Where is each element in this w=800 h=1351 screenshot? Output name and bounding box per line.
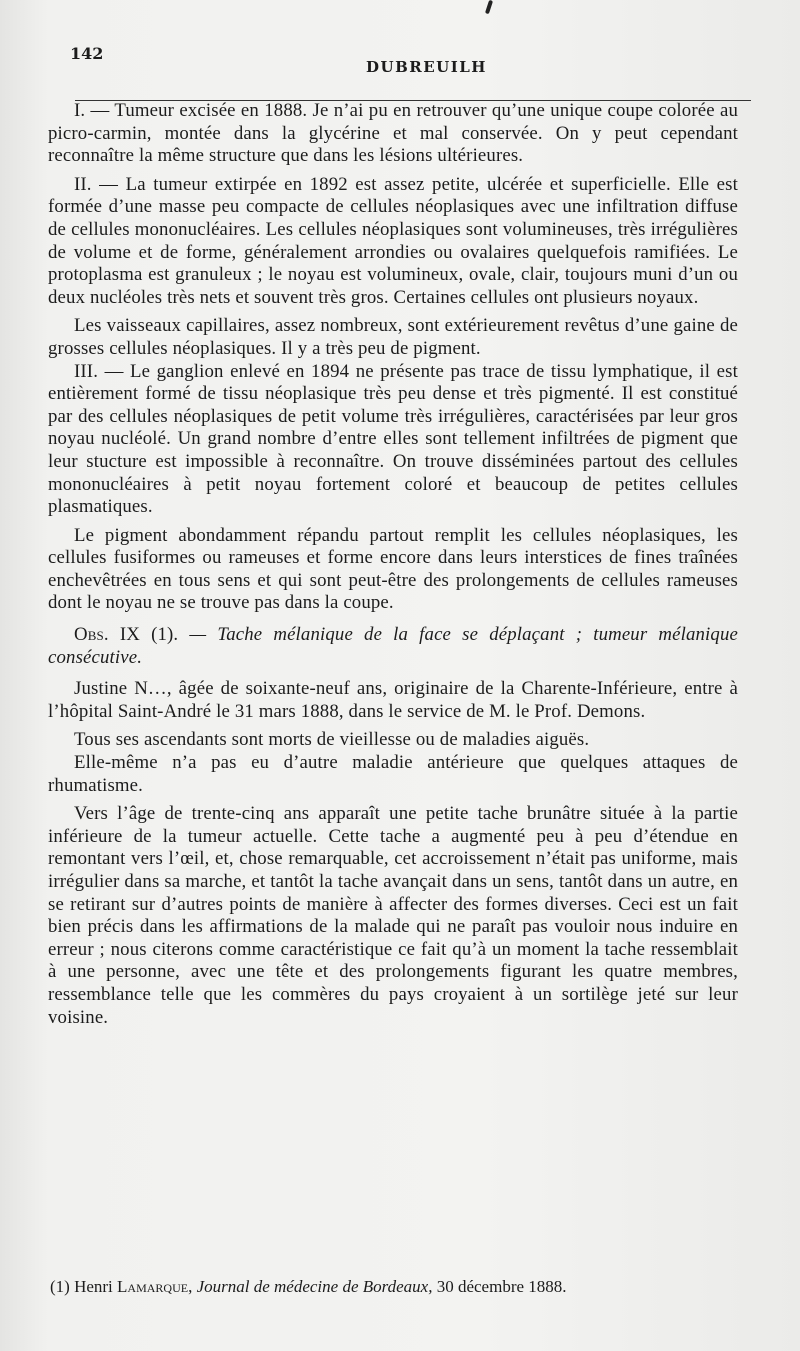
observation-number: Obs. IX (1). xyxy=(74,624,179,646)
paragraph-onset: Vers l’âge de trente-cinq ans apparaît une petite tache brunâtre située à la partie inférieure de la tumeur actuelle. Cette tache a augmenté peu à peu d’étendue en remontant vers l’œil, et, chose remarquable, cet accroissement n’était pas uniforme, mais irrégulier dans sa marche, et tantôt la tache avançait dans un sens, tantôt dans un autre, en se retirant sur d’autres points de manière à affecter des formes diverses. Ceci est un fait bien précis dans les affirmations de la malade qui ne paraît pas vouloir nous induire en erreur ; nous citerons comme caractéristique ce fait qu’à un moment la tache ressemblait à une personne, avec une tête et des prolongements figurant les quatre membres, ressemblance telle que les commères du pays croyaient à un sortilège jeté sur leur voisine. xyxy=(48,803,738,1028)
paragraph-history: Elle-même n’a pas eu d’autre maladie antérieure que quelques attaques de rhumatisme. xyxy=(48,752,738,796)
paragraph-case-1: I. — Tumeur excisée en 1888. Je n’ai pu en retrouver qu’une unique coupe colorée au picro-carmin, montée dans la glycérine et mal conservée. On y peut cependant reconnaître la même structure que dans les lésions ultérieures. xyxy=(48,100,738,167)
footnote-marker: (1) Henri xyxy=(50,1277,118,1296)
footnote xyxy=(50,1276,740,1298)
paragraph-ancestors: Tous ses ascendants sont morts de vieillesse ou de maladies aiguës. xyxy=(74,729,590,751)
paragraph-vessels: Les vaisseaux capillaires, assez nombreux, sont extérieurement revêtus d’une gaine de grosses cellules néoplasiques. Il y a très peu de pigment. xyxy=(48,315,738,359)
paragraph-case-3: III. — Le ganglion enlevé en 1894 ne présente pas trace de tissu lymphatique, il est entièrement formé de tissu néoplasique très peu dense et très pigmenté. Il est constitué par des cellules néoplasiques de petit volume très irrégulières, caractérisées par leur gros noyau nucléolé. Un grand nombre d’entre elles sont tellement infiltrées de pigment que leur stucture est impossible à reconnaître. On trouve disséminées partout des cellules mononucléaires à petit noyau fortement coloré et beaucoup de petites cellules plasmatiques. xyxy=(48,360,738,518)
footnote-date: 30 décembre 1888. xyxy=(432,1277,567,1296)
ink-blotch xyxy=(485,0,493,14)
paragraph-pigment: Le pigment abondamment répandu partout remplit les cellules néoplasiques, les cellules fusiformes ou rameuses et forme encore dans leurs interstices de fines traînées enchevêtrées en tous sens et qui sont peut-être des prolongements de cellules rameuses dont le noyau ne se trouve pas dans la coupe. xyxy=(48,524,738,614)
footnote-author: Lamarque xyxy=(117,1277,189,1296)
page-number: 142 xyxy=(70,44,104,63)
paragraph-case-2: II. — La tumeur extirpée en 1892 est assez petite, ulcérée et superficielle. Elle est formée d’une masse peu compacte de cellules néoplasiques avec une infiltration diffuse de cellules mononucléaires. Les cellules néoplasiques sont volumineuses, très irrégulières de volume et de forme, généralement arrondies ou ovalaires quelquefois ramifiées. Le protoplasma est granuleux ; le noyau est volumineux, ovale, clair, toujours muni d’un ou deux nucléoles très nets et souvent très gros. Certaines cellules ont plusieurs noyaux. xyxy=(48,173,738,308)
footnote-journal: Journal de médecine de Bordeaux, xyxy=(196,1277,433,1296)
running-head: DUBREUILH xyxy=(366,58,487,76)
observation-heading xyxy=(48,624,738,669)
footnote-separator: , xyxy=(188,1277,197,1296)
body-text xyxy=(48,100,738,1029)
observation-title: — Tache mélanique de la face se déplaçant ; tumeur mélanique consécutive. xyxy=(48,624,738,668)
paragraph-patient: Justine N…, âgée de soixante-neuf ans, originaire de la Charente-Inférieure, entre à l’hôpital Saint-André le 31 mars 1888, dans le service de M. le Prof. Demons. xyxy=(48,678,738,722)
